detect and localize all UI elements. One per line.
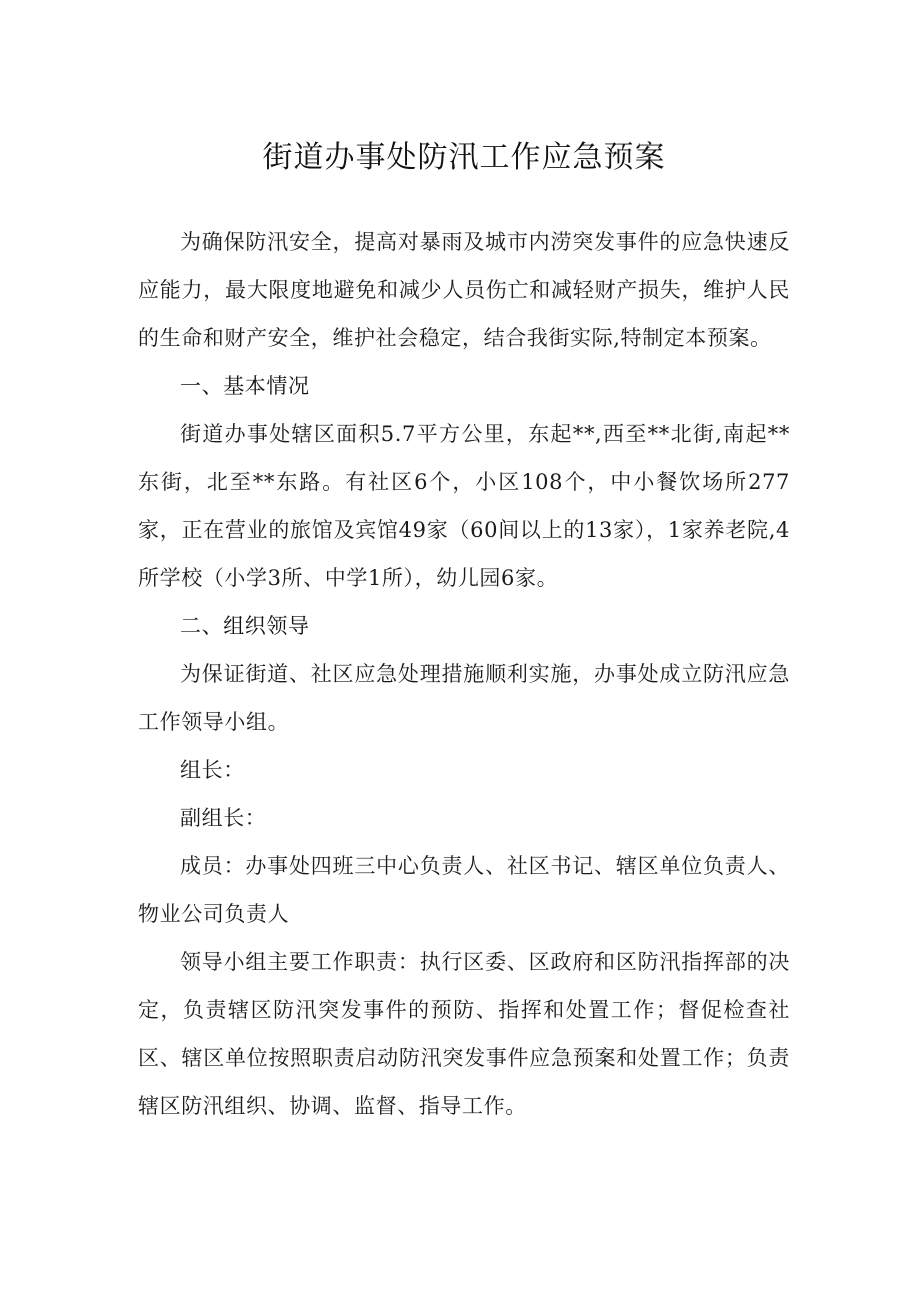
organization-paragraph: 为保证街道、社区应急处理措施顺利实施，办事处成立防汛应急工作领导小组。 <box>138 662 790 734</box>
document-page <box>138 138 790 1130</box>
section-heading-organization: 二、组织领导 <box>180 614 310 638</box>
leader-line: 组长： <box>180 758 245 782</box>
deputy-leader-line: 副组长： <box>180 806 267 830</box>
duties-paragraph: 领导小组主要工作职责：执行区委、区政府和区防汛指挥部的决定，负责辖区防汛突发事件的预防、指挥和处置工作；督促检查社区、辖区单位按照职责启动防汛突发事件应急预案和处置工作；负责辖区防汛组织、协调、监督、指导工作。 <box>138 950 790 1118</box>
members-paragraph: 成员：办事处四班三中心负责人、社区书记、辖区单位负责人、物业公司负责人 <box>138 854 790 926</box>
document-title: 街道办事处防汛工作应急预案 <box>262 140 666 175</box>
intro-paragraph: 为确保防汛安全，提高对暴雨及城市内涝突发事件的应急快速反应能力，最大限度地避免和减少人员伤亡和减轻财产损失，维护人民的生命和财产安全，维护社会稳定，结合我街实际,特制定本预案。 <box>138 230 790 350</box>
section-heading-basic-info: 一、基本情况 <box>180 374 310 398</box>
basic-info-paragraph: 街道办事处辖区面积5.7平方公里，东起**,西至**北街,南起**东街，北至**东路。有社区6个，小区108个，中小餐饮场所277家，正在营业的旅馆及宾馆49家（60间以上的13家），1家养老院,4所学校（小学3所、中学1所），幼儿园6家。 <box>138 422 790 590</box>
